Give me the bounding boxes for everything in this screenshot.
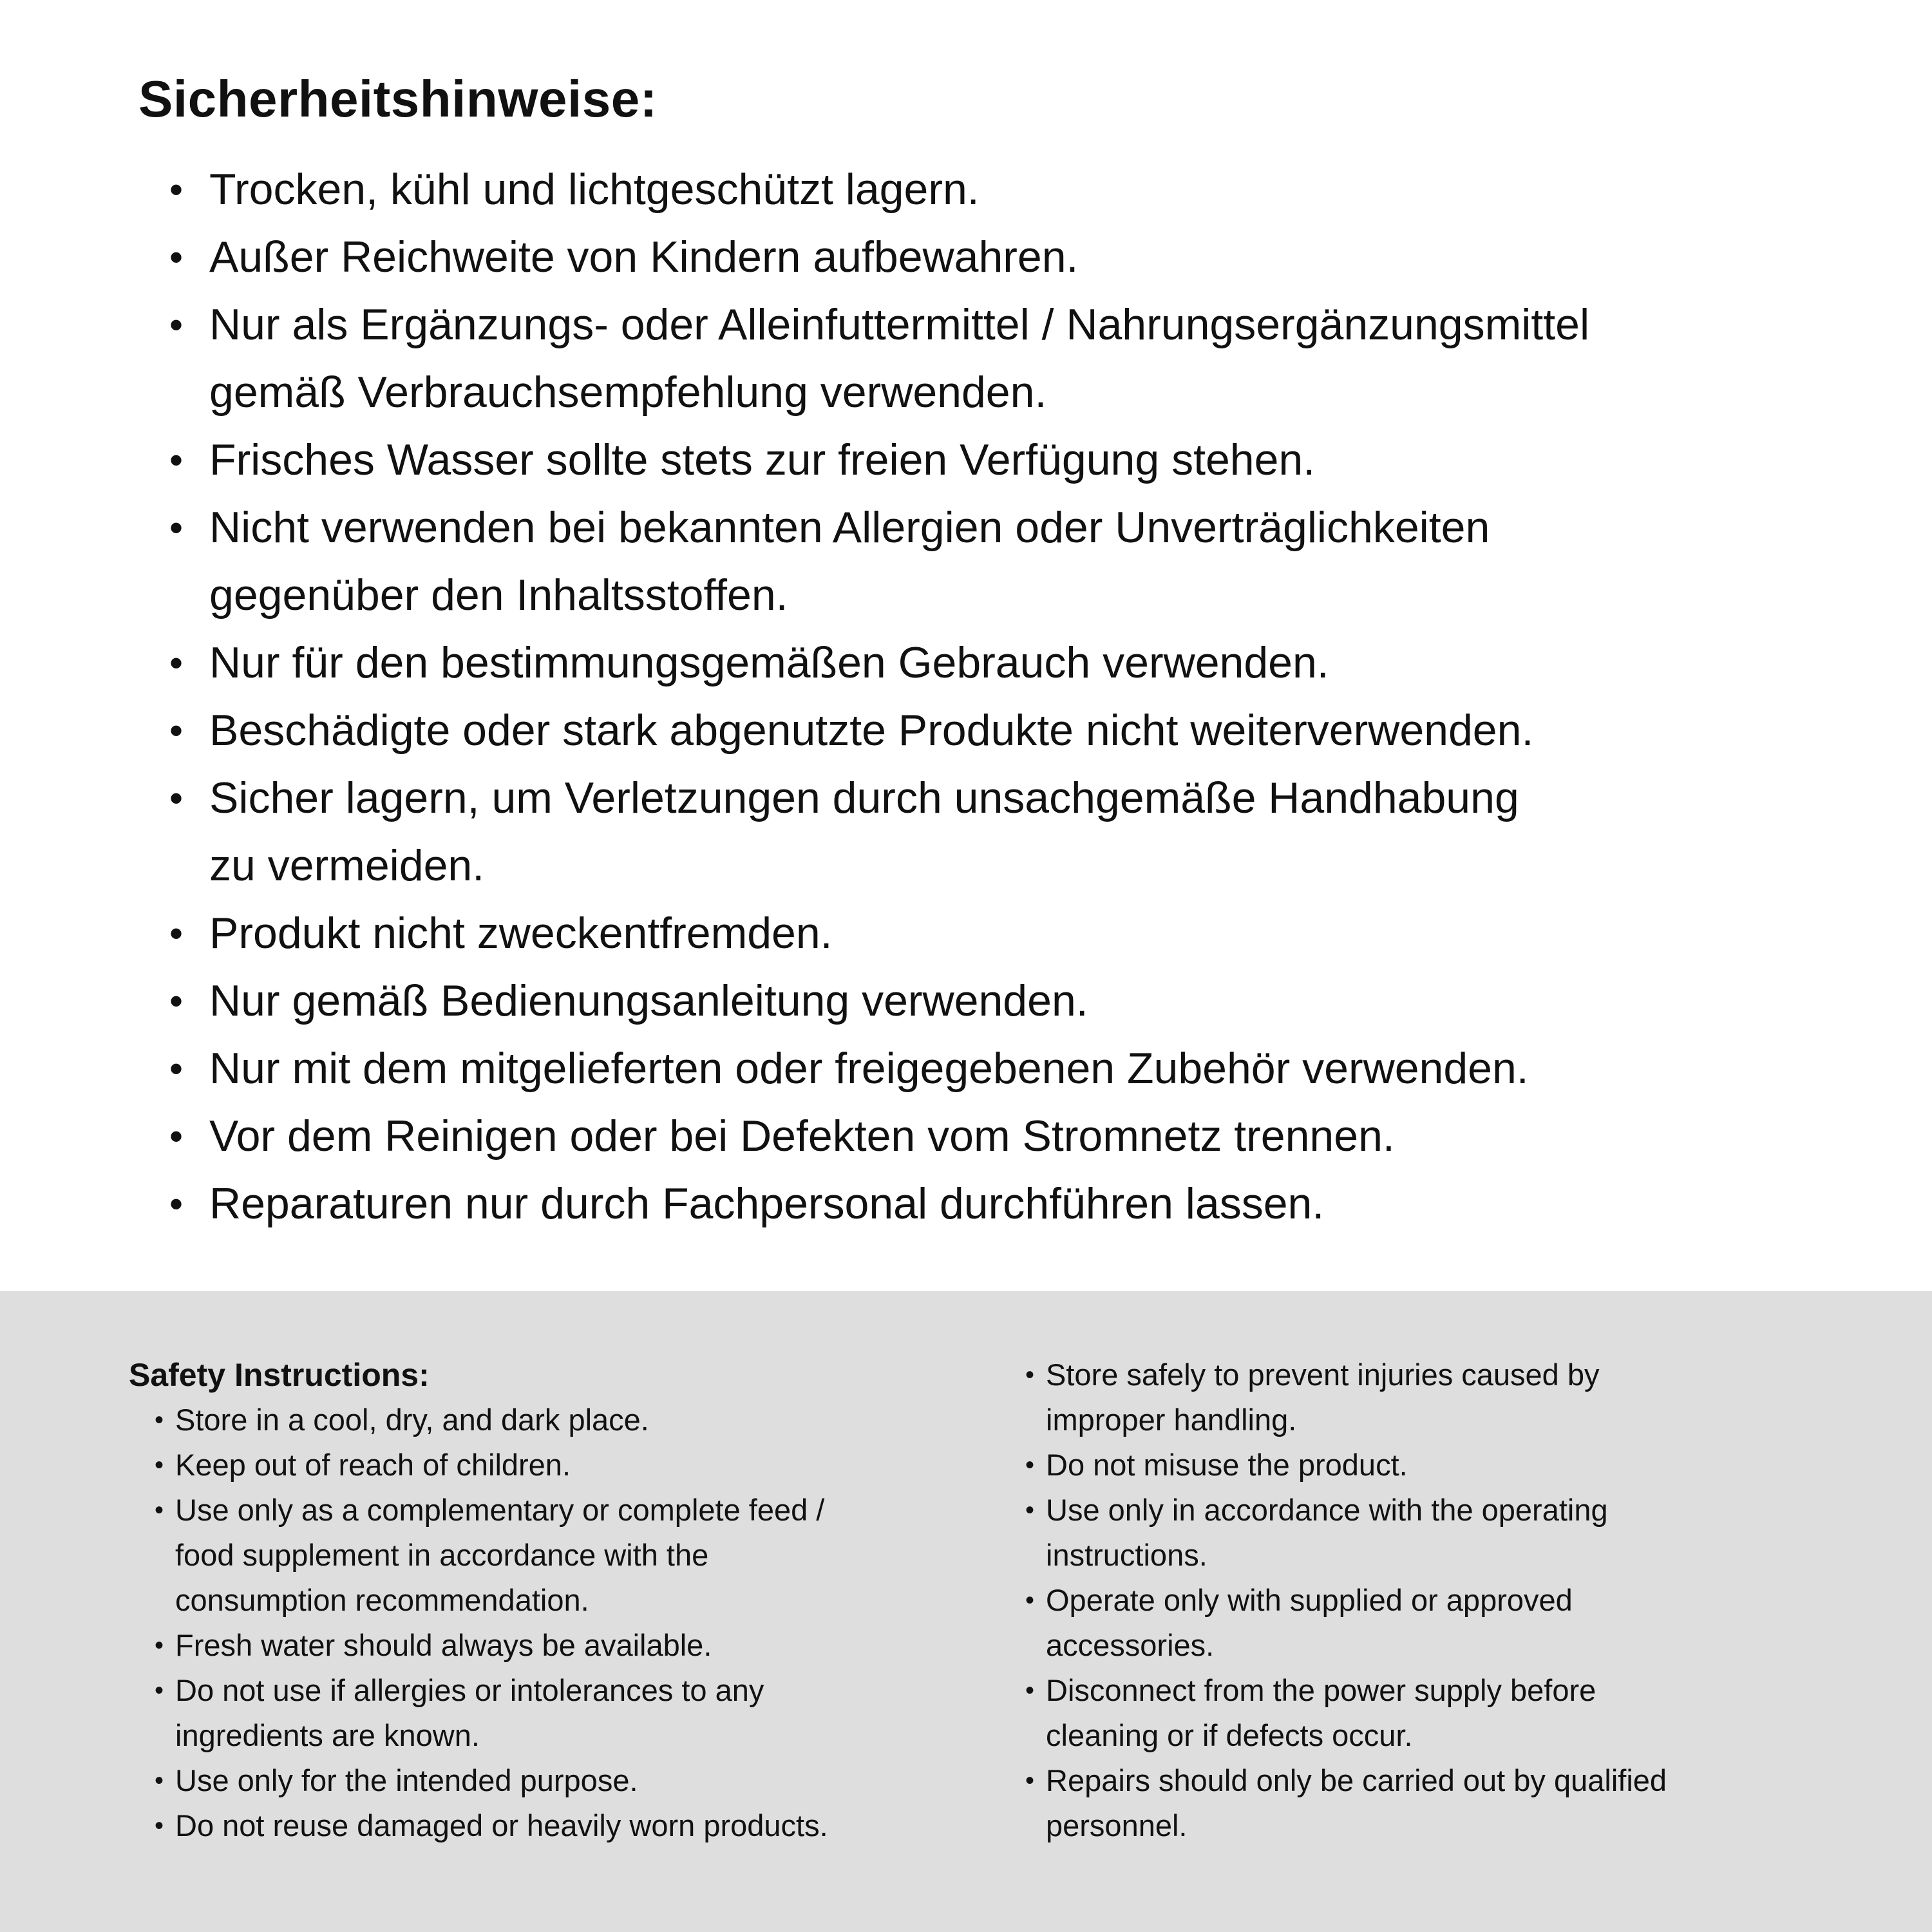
german-section-heading: Sicherheitshinweise: — [138, 70, 658, 128]
list-item: • Vor dem Reinigen oder bei Defekten vom Stromnetz trennen. — [138, 1103, 1855, 1170]
list-item: • Nur gemäß Bedienungsanleitung verwenden. — [138, 967, 1855, 1035]
list-item: • Fresh water should always be available. — [129, 1623, 998, 1668]
english-left-column — [129, 1352, 998, 1848]
list-item: • Nur als Ergänzungs- oder Alleinfuttermittel / Nahrungsergänzungsmittel gemäß Verbrauchsempfehlung verwenden. — [138, 291, 1855, 426]
list-item: • Keep out of reach of children. — [129, 1443, 998, 1488]
list-item: • Frisches Wasser sollte stets zur freien Verfügung stehen. — [138, 426, 1855, 494]
list-item: • Do not misuse the product. — [999, 1443, 1914, 1488]
list-item: • Sicher lagern, um Verletzungen durch unsachgemäße Handhabung zu vermeiden. — [138, 764, 1855, 900]
list-item: • Produkt nicht zweckentfremden. — [138, 900, 1855, 967]
list-item: • Store safely to prevent injuries caused by improper handling. — [999, 1352, 1914, 1443]
list-item: • Nur für den bestimmungsgemäßen Gebrauch verwenden. — [138, 629, 1855, 697]
list-item: • Repairs should only be carried out by qualified personnel. — [999, 1758, 1914, 1848]
english-safety-bullet-list-right — [999, 1352, 1914, 1848]
list-item: • Nur mit dem mitgelieferten oder freigegebenen Zubehör verwenden. — [138, 1035, 1855, 1103]
list-item: • Do not reuse damaged or heavily worn products. — [129, 1803, 998, 1848]
english-section-heading: Safety Instructions: — [129, 1357, 430, 1393]
list-item: • Use only as a complementary or complete feed / food supplement in accordance with the consumption recommendation. — [129, 1488, 998, 1623]
list-item: • Beschädigte oder stark abgenutzte Produkte nicht weiterverwenden. — [138, 697, 1855, 764]
list-item: • Disconnect from the power supply before cleaning or if defects occur. — [999, 1668, 1914, 1758]
english-safety-bullet-list-left — [129, 1397, 998, 1848]
list-item: • Use only in accordance with the operating instructions. — [999, 1488, 1914, 1578]
list-item: • Store in a cool, dry, and dark place. — [129, 1397, 998, 1443]
list-item: • Do not use if allergies or intolerances to any ingredients are known. — [129, 1668, 998, 1758]
english-right-column — [999, 1352, 1914, 1848]
list-item: • Operate only with supplied or approved accessories. — [999, 1578, 1914, 1668]
list-item: • Reparaturen nur durch Fachpersonal durchführen lassen. — [138, 1170, 1855, 1238]
list-item: • Außer Reichweite von Kindern aufbewahren. — [138, 223, 1855, 291]
german-safety-bullet-list — [138, 156, 1855, 1238]
list-item: • Use only for the intended purpose. — [129, 1758, 998, 1803]
list-item: • Nicht verwenden bei bekannten Allergien oder Unverträglichkeiten gegenüber den Inhaltsstoffen. — [138, 494, 1855, 629]
list-item: • Trocken, kühl und lichtgeschützt lagern. — [138, 156, 1855, 223]
english-safety-section — [0, 1291, 1932, 1932]
